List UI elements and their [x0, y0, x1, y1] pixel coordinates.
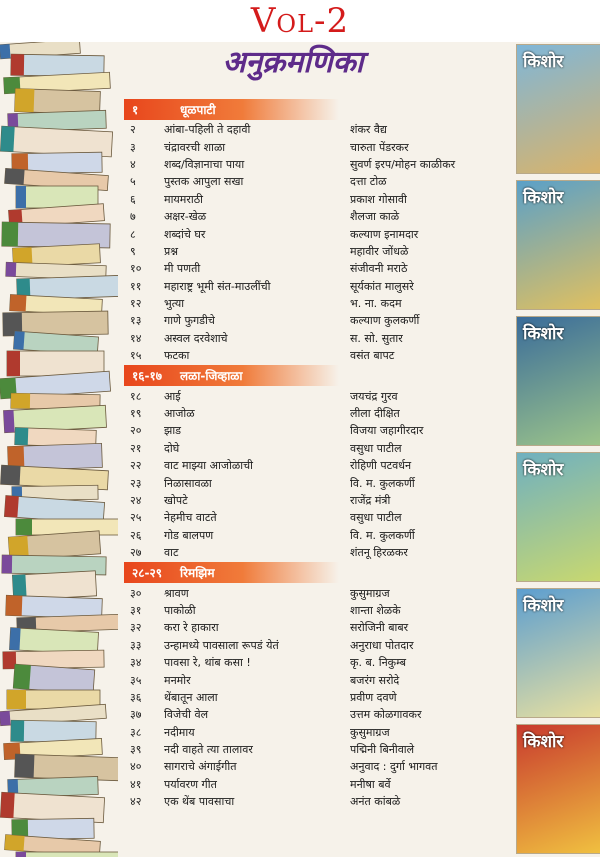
entry-author: सूर्यकांत मालुसरे	[350, 279, 414, 293]
toc-entry	[124, 121, 508, 138]
entry-page-number: २७	[130, 546, 142, 560]
cover-title: किशोर	[523, 460, 564, 480]
entry-author: कल्याण इनामदार	[350, 227, 419, 241]
entry-title: पर्यावरण गीत	[164, 777, 217, 791]
toc-entry	[124, 422, 508, 439]
entry-title: निळासावळा	[164, 476, 212, 490]
entry-page-number: २६	[130, 528, 142, 542]
entry-title: चंद्रावरची शाळा	[164, 140, 226, 154]
entry-page-number: २०	[130, 424, 142, 438]
entry-page-number: ८	[130, 227, 136, 241]
toc-entry	[124, 509, 508, 526]
toc-title: अनुक्रमणिका	[222, 45, 364, 80]
entry-title: शब्द/विज्ञानाचा पाया	[164, 157, 245, 171]
entry-page-number: १३	[130, 314, 142, 328]
toc-entry	[124, 278, 508, 295]
cover-title: किशोर	[523, 52, 564, 72]
cover-title: किशोर	[523, 188, 564, 208]
entry-page-number: ३५	[130, 673, 142, 687]
toc-entry	[124, 347, 508, 364]
toc-entry	[124, 706, 508, 723]
entry-title: मायमराठी	[164, 192, 203, 206]
entry-title: मनमोर	[164, 673, 191, 687]
entry-author: वि. म. कुलकर्णी	[350, 476, 415, 490]
section-header	[124, 99, 339, 120]
toc-entry	[124, 387, 508, 404]
entry-title: एक थेंब पावसाचा	[164, 795, 235, 809]
stacked-books-illustration	[0, 42, 118, 857]
entry-author: शंतनू हिरळकर	[350, 546, 408, 560]
entry-author: शैलजा काळे	[350, 210, 400, 224]
toc-entry	[124, 689, 508, 706]
entry-author: अनुराधा पोतदार	[350, 638, 414, 652]
toc-entry	[124, 474, 508, 491]
entry-author: विजया जहागीरदार	[350, 424, 424, 438]
entry-page-number: ११	[130, 279, 142, 293]
entry-author: मनीषा बर्वे	[350, 777, 391, 791]
entry-page-number: २२	[130, 459, 142, 473]
toc-entry	[124, 654, 508, 671]
entry-author: संजीवनी मराठे	[350, 262, 408, 276]
entry-title: पुस्तक आपुला सखा	[164, 175, 244, 189]
toc-entry	[124, 312, 508, 329]
entry-author: लीला दीक्षित	[350, 407, 400, 421]
entry-page-number: २१	[130, 441, 142, 455]
magazine-covers-strip	[512, 42, 600, 857]
entry-title: अक्षर-खेळ	[164, 210, 207, 224]
entry-title: मी पणती	[164, 262, 201, 276]
entry-page-number: ४	[130, 157, 136, 171]
entry-page-number: ४१	[130, 777, 142, 791]
entry-title: सागराचे अंगाईगीत	[164, 760, 237, 774]
toc-entry	[124, 330, 508, 347]
entry-author: चारुता पेंडरकर	[350, 140, 409, 154]
entry-page-number: ४०	[130, 760, 142, 774]
entry-author: भ. ना. कदम	[350, 297, 402, 311]
book-shape	[15, 754, 118, 781]
entry-page-number: २५	[130, 511, 142, 525]
toc-entry	[124, 405, 508, 422]
toc-entry	[124, 793, 508, 810]
entry-page-number: ७	[130, 210, 136, 224]
entry-author: प्रवीण दवणे	[350, 690, 397, 704]
book-shape	[16, 852, 118, 857]
entry-page-number: १८	[130, 389, 142, 403]
toc-entry	[124, 156, 508, 173]
entry-page-number: ३७	[130, 708, 142, 722]
entry-author: कुसुमाग्रज	[350, 725, 390, 739]
entry-author: उत्तम कोळगावकर	[350, 708, 422, 722]
toc-entry	[124, 544, 508, 561]
toc-entry	[124, 243, 508, 260]
entry-title: प्रश्न	[164, 244, 179, 258]
cover-title: किशोर	[523, 596, 564, 616]
entry-author: वसुधा पाटील	[350, 441, 402, 455]
cover-title: किशोर	[523, 324, 564, 344]
entry-page-number: २३	[130, 476, 142, 490]
entry-author: दत्ता टोळ	[350, 175, 387, 189]
toc-entry	[124, 584, 508, 601]
entry-title: उन्हामध्ये पावसाला रूपडं येतं	[164, 638, 279, 652]
toc-entry	[124, 457, 508, 474]
entry-author: शंकर वैद्य	[350, 123, 387, 137]
entry-title: श्रावण	[164, 586, 189, 600]
entry-author: कृ. ब. निकुम्ब	[350, 656, 406, 670]
book-shape	[13, 664, 94, 694]
entry-title: झाड	[164, 424, 182, 438]
entry-author: कुसुमाग्रज	[350, 586, 390, 600]
entry-author: कल्याण कुलकर्णी	[350, 314, 420, 328]
toc-entry	[124, 295, 508, 312]
entry-title: वाट माझ्या आजोळाची	[164, 459, 253, 473]
entry-title: आई	[164, 389, 181, 403]
entry-author: स. सो. सुतार	[350, 331, 403, 345]
volume-title: Vol-2	[0, 0, 600, 42]
section-number: १	[132, 103, 139, 117]
toc-entry	[124, 191, 508, 208]
entry-title: शब्दांचे घर	[164, 227, 206, 241]
section-name: लळा-जिव्हाळा	[180, 369, 243, 384]
entry-title: फटका	[164, 349, 190, 363]
entry-title: पाकोळी	[164, 603, 196, 617]
section-number: १६-१७	[132, 369, 162, 384]
toc-entry	[124, 138, 508, 155]
entry-title: दोघे	[164, 441, 180, 455]
entry-page-number: ४२	[130, 795, 142, 809]
magazine-cover-image	[516, 316, 600, 446]
toc-entry	[124, 173, 508, 190]
entry-author: बजरंग सरोदे	[350, 673, 400, 687]
entry-page-number: ३१	[130, 603, 142, 617]
entry-author: वि. म. कुलकर्णी	[350, 528, 415, 542]
entry-title: महाराष्ट्र भूमी संत-माउलींची	[164, 279, 271, 293]
entry-title: नदीमाय	[164, 725, 195, 739]
entry-author: शान्ता शेळके	[350, 603, 401, 617]
section-name: धूळपाटी	[180, 103, 216, 117]
entry-page-number: ३	[130, 140, 136, 154]
toc-entry	[124, 208, 508, 225]
magazine-cover-image	[516, 180, 600, 310]
entry-page-number: ९	[130, 244, 136, 258]
toc-entry	[124, 671, 508, 688]
entry-title: गाणे फुगडीचे	[164, 314, 215, 328]
entry-page-number: ३६	[130, 690, 142, 704]
entry-page-number: ६	[130, 192, 136, 206]
section-header	[124, 562, 339, 583]
entry-author: प्रकाश गोसावी	[350, 192, 407, 206]
entry-author: राजेंद्र मंत्री	[350, 494, 391, 507]
entry-page-number: ३८	[130, 725, 142, 739]
entry-title: नेहमीच वाटते	[164, 511, 217, 525]
toc-entry	[124, 724, 508, 741]
entry-page-number: ३४	[130, 656, 142, 670]
magazine-cover-image	[516, 44, 600, 174]
entry-page-number: १२	[130, 297, 142, 311]
entry-page-number: १४	[130, 331, 142, 345]
magazine-cover-image	[516, 588, 600, 718]
section-header	[124, 365, 339, 386]
entry-title: आजोळ	[164, 407, 195, 421]
entry-author: रोहिणी पटवर्धन	[350, 459, 412, 473]
entry-page-number: २४	[130, 494, 142, 507]
entry-author: वसंत बापट	[350, 349, 395, 363]
book-shape	[16, 519, 118, 535]
entry-author: पद्मिनी बिनीवाले	[350, 743, 415, 757]
section-name: रिमझिम	[180, 566, 215, 581]
entry-page-number: ३३	[130, 638, 142, 652]
toc-entry	[124, 776, 508, 793]
toc-entry	[124, 440, 508, 457]
entry-page-number: २	[130, 123, 136, 137]
entry-title: खोपटे	[164, 494, 188, 507]
toc-entry	[124, 741, 508, 758]
toc-entry	[124, 619, 508, 636]
cover-title: किशोर	[523, 732, 564, 752]
toc-entry	[124, 225, 508, 242]
entry-title: आंबा-पहिली ते दहावी	[164, 123, 251, 137]
toc-entry	[124, 602, 508, 619]
table-of-contents	[124, 98, 508, 810]
entry-title: भुत्या	[164, 297, 185, 311]
entry-page-number: १०	[130, 262, 142, 276]
entry-title: अस्वल दरवेशाचे	[164, 331, 228, 345]
entry-title: गोड बालपण	[164, 528, 214, 542]
entry-page-number: ३०	[130, 586, 142, 600]
entry-page-number: १९	[130, 407, 142, 421]
entry-author: अनुवाद : दुर्गा भागवत	[350, 760, 438, 774]
entry-title: नदी वाहते त्या तालावर	[164, 743, 253, 757]
entry-author: वसुधा पाटील	[350, 511, 402, 525]
entry-title: विजेची वेल	[164, 708, 209, 722]
entry-author: महावीर जोंधळे	[350, 244, 409, 258]
toc-entry	[124, 260, 508, 277]
entry-page-number: ३२	[130, 621, 142, 635]
entry-page-number: ३९	[130, 743, 142, 757]
entry-author: जयचंद्र गुरव	[350, 389, 398, 403]
entry-title: पावसा रे, थांब कसा !	[164, 656, 251, 670]
entry-author: अनंत कांबळे	[350, 795, 401, 809]
entry-author: सरोजिनी बाबर	[350, 621, 409, 635]
entry-author: सुवर्ण इरप/मोहन काळीकर	[350, 157, 456, 171]
entry-page-number: ५	[130, 175, 136, 189]
toc-entry	[124, 527, 508, 544]
section-number: २८-२९	[132, 566, 162, 581]
entry-page-number: १५	[130, 349, 142, 363]
toc-entry	[124, 758, 508, 775]
magazine-cover-image	[516, 452, 600, 582]
magazine-cover-image	[516, 724, 600, 854]
entry-title: थेंबातून आला	[164, 690, 218, 704]
entry-title: वाट	[164, 546, 179, 560]
entry-title: करा रे हाकारा	[164, 621, 219, 635]
toc-entry	[124, 637, 508, 654]
toc-entry	[124, 492, 508, 509]
